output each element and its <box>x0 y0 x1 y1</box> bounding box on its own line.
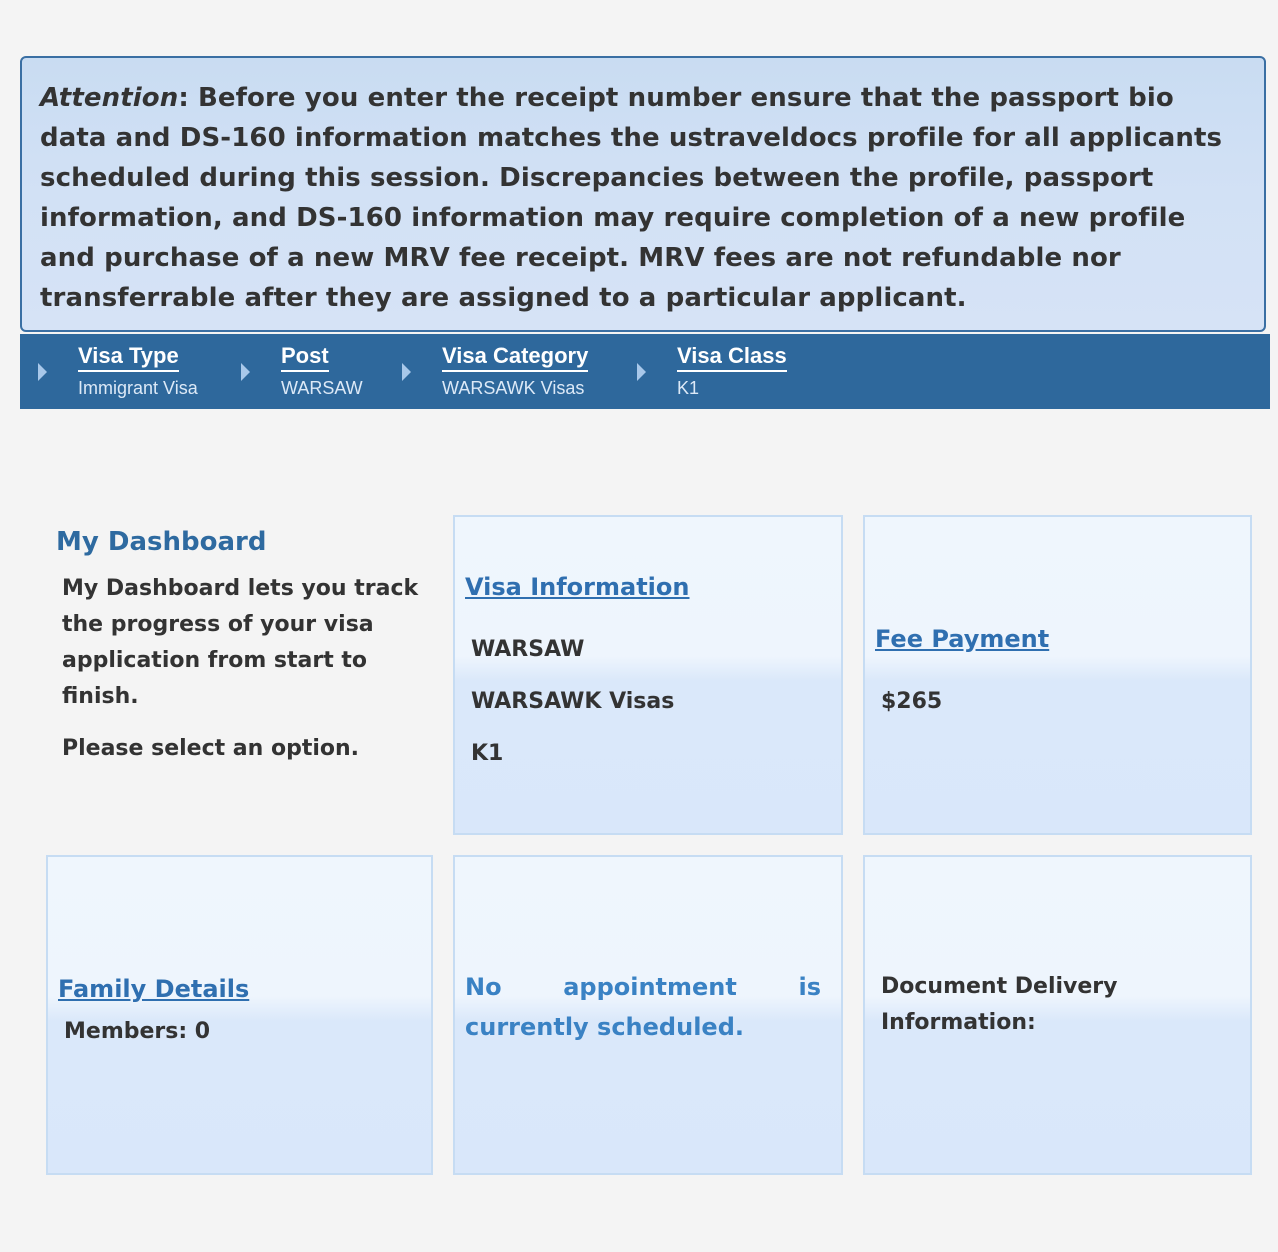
fee-payment-link[interactable]: Fee Payment <box>875 625 1050 653</box>
page-title: My Dashboard <box>56 527 267 557</box>
chevron-right-icon <box>241 363 250 381</box>
visa-class-value: K1 <box>471 741 504 766</box>
family-details-card <box>46 855 433 1175</box>
breadcrumb-value: Immigrant Visa <box>78 378 198 398</box>
breadcrumb-value: WARSAWK Visas <box>442 378 585 398</box>
breadcrumb-value: K1 <box>677 378 700 398</box>
breadcrumb-value: WARSAW <box>281 378 363 398</box>
attention-banner <box>20 56 1266 332</box>
attention-label: Attention <box>40 83 179 113</box>
breadcrumb <box>20 334 1270 409</box>
chevron-right-icon <box>402 363 411 381</box>
dashboard-description: My Dashboard lets you track the progress of your visa application from start to finish. <box>62 576 419 709</box>
visa-category-value: WARSAWK Visas <box>471 689 675 714</box>
breadcrumb-title: Visa Category <box>442 342 588 372</box>
appointment-status-link[interactable]: No appointment is currently scheduled. <box>465 973 821 1041</box>
attention-message <box>40 78 1246 318</box>
chevron-right-icon <box>637 363 646 381</box>
appointment-card <box>453 855 843 1175</box>
visa-information-link[interactable]: Visa Information <box>465 573 690 601</box>
document-delivery-label: Document Delivery Information: <box>881 974 1118 1035</box>
dashboard-prompt: Please select an option. <box>62 736 360 761</box>
visa-information-card <box>453 515 843 835</box>
family-members-count: Members: 0 <box>64 1019 211 1044</box>
chevron-right-icon <box>38 363 47 381</box>
document-delivery-card <box>863 855 1252 1175</box>
family-details-link[interactable]: Family Details <box>58 975 250 1003</box>
fee-payment-card <box>863 515 1252 835</box>
breadcrumb-title: Visa Type <box>78 342 179 372</box>
visa-post-value: WARSAW <box>471 637 585 662</box>
breadcrumb-title: Visa Class <box>677 342 787 372</box>
attention-text: : Before you enter the receipt number ensure that the passport bio data and DS-160 information matches the ustraveldocs profile for all applicants scheduled during this session. Discrepancies between the profile, passport information, and DS-160 information may require completion of a new profile and purchase of a new MRV fee receipt. MRV fees are not refundable nor transferrable after they are assigned to a particular applicant. <box>40 83 1223 313</box>
breadcrumb-title: Post <box>281 342 329 372</box>
fee-amount: $265 <box>881 689 943 714</box>
